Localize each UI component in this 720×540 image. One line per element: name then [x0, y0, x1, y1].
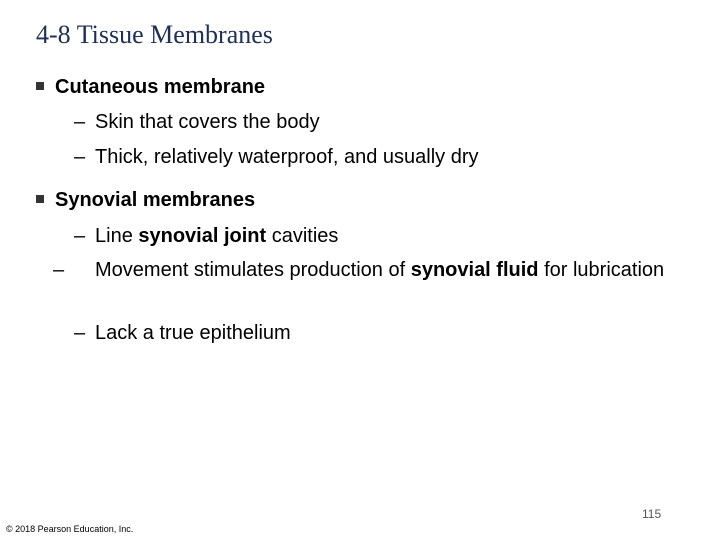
list-item-text: Movement stimulates production of synovial fluid for lubrication — [95, 259, 665, 281]
dash-icon: – — [74, 225, 86, 247]
list-item-text: Thick, relatively waterproof, and usually dry — [95, 146, 479, 168]
list-item — [74, 108, 684, 136]
list-item — [74, 143, 684, 171]
section-heading-cutaneous — [36, 76, 265, 99]
dash-icon: – — [53, 259, 65, 281]
section-heading-text: Cutaneous membrane — [55, 76, 266, 98]
list-item-text: Line synovial joint cavities — [95, 225, 339, 247]
slide-title: 4-8 Tissue Membranes — [36, 20, 273, 49]
page-number: 115 — [642, 507, 662, 521]
copyright-footer: © 2018 Pearson Education, Inc. — [6, 524, 134, 534]
dash-icon: – — [74, 146, 86, 168]
list-item-text: Skin that covers the body — [95, 111, 320, 133]
list-item-text: Lack a true epithelium — [95, 322, 291, 344]
list-item — [74, 319, 684, 347]
list-item — [53, 256, 685, 284]
square-bullet-icon — [36, 82, 44, 90]
square-bullet-icon — [36, 195, 44, 203]
dash-icon: – — [74, 322, 86, 344]
list-item — [74, 222, 684, 250]
section-heading-text: Synovial membranes — [55, 189, 256, 211]
dash-icon: – — [74, 111, 86, 133]
section-heading-synovial — [36, 189, 255, 212]
